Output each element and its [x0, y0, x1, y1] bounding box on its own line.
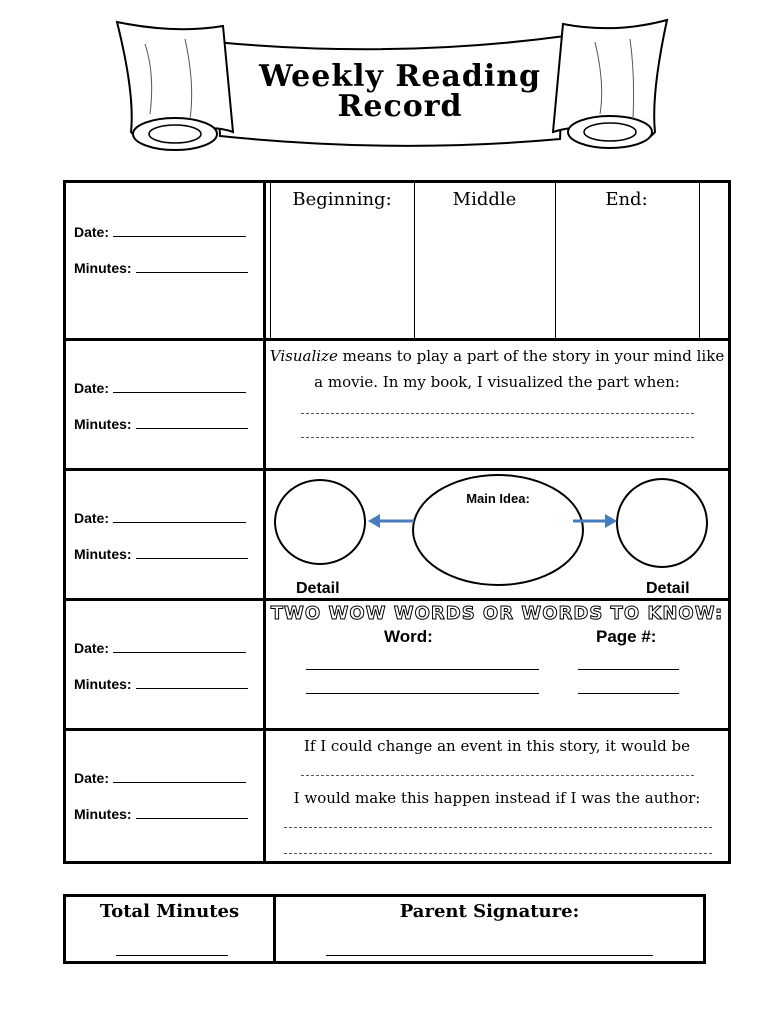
detail-label-left: Detail	[296, 580, 340, 597]
log-row-1	[66, 183, 728, 341]
page-line-1[interactable]	[578, 669, 679, 670]
answer-line[interactable]	[301, 775, 694, 776]
date-field[interactable]: Date:	[74, 379, 246, 396]
log-row-3	[66, 471, 728, 601]
word-line-1[interactable]	[306, 669, 539, 670]
main-idea-label: Main Idea:	[466, 491, 530, 506]
log-row-2	[66, 341, 728, 471]
date-field[interactable]: Date:	[74, 223, 246, 240]
answer-line[interactable]	[301, 413, 694, 414]
minutes-field[interactable]: Minutes:	[74, 259, 248, 276]
date-field[interactable]: Date:	[74, 769, 246, 786]
beginning-label: Beginning:	[292, 189, 392, 210]
author-prompt: I would make this happen instead if I was the author:	[293, 789, 701, 807]
page-title: Weekly Reading Record	[258, 59, 542, 124]
page-line-2[interactable]	[578, 693, 679, 694]
log-row-5	[66, 731, 728, 861]
end-label: End:	[605, 189, 648, 210]
total-minutes-cell	[66, 897, 276, 961]
word-column-label: Word:	[384, 627, 433, 646]
parent-signature-label: Parent Signature:	[399, 901, 580, 922]
parent-signature-cell	[276, 897, 703, 961]
wow-words-heading: TWO WOW WORDS OR WORDS TO KNOW:	[270, 603, 724, 624]
date-field[interactable]: Date:	[74, 509, 246, 526]
word-line-2[interactable]	[306, 693, 539, 694]
visualize-prompt-line2: a movie. In my book, I visualized the part when:	[314, 373, 680, 391]
date-field[interactable]: Date:	[74, 639, 246, 656]
minutes-field[interactable]: Minutes:	[74, 545, 248, 562]
detail-circle-right	[616, 478, 708, 568]
answer-line[interactable]	[284, 827, 712, 828]
parent-signature-line[interactable]	[326, 955, 653, 956]
page-column-label: Page #:	[596, 627, 657, 646]
arrow-right-icon	[571, 513, 619, 529]
totals-box	[63, 894, 706, 964]
middle-label: Middle	[452, 189, 517, 210]
answer-line[interactable]	[284, 853, 712, 854]
change-event-prompt: If I could change an event in this story, it would be	[303, 737, 691, 755]
total-minutes-line[interactable]	[116, 955, 228, 956]
log-row-4	[66, 601, 728, 731]
reading-log-table	[63, 180, 731, 864]
arrow-left-icon	[366, 513, 416, 529]
minutes-field[interactable]: Minutes:	[74, 415, 248, 432]
answer-line[interactable]	[301, 437, 694, 438]
detail-circle-left	[274, 479, 366, 565]
minutes-field[interactable]: Minutes:	[74, 805, 248, 822]
total-minutes-label: Total Minutes	[99, 901, 240, 922]
minutes-field[interactable]: Minutes:	[74, 675, 248, 692]
detail-label-right: Detail	[646, 580, 690, 597]
visualize-prompt: Visualize means to play a part of the story in your mind like	[269, 347, 725, 365]
